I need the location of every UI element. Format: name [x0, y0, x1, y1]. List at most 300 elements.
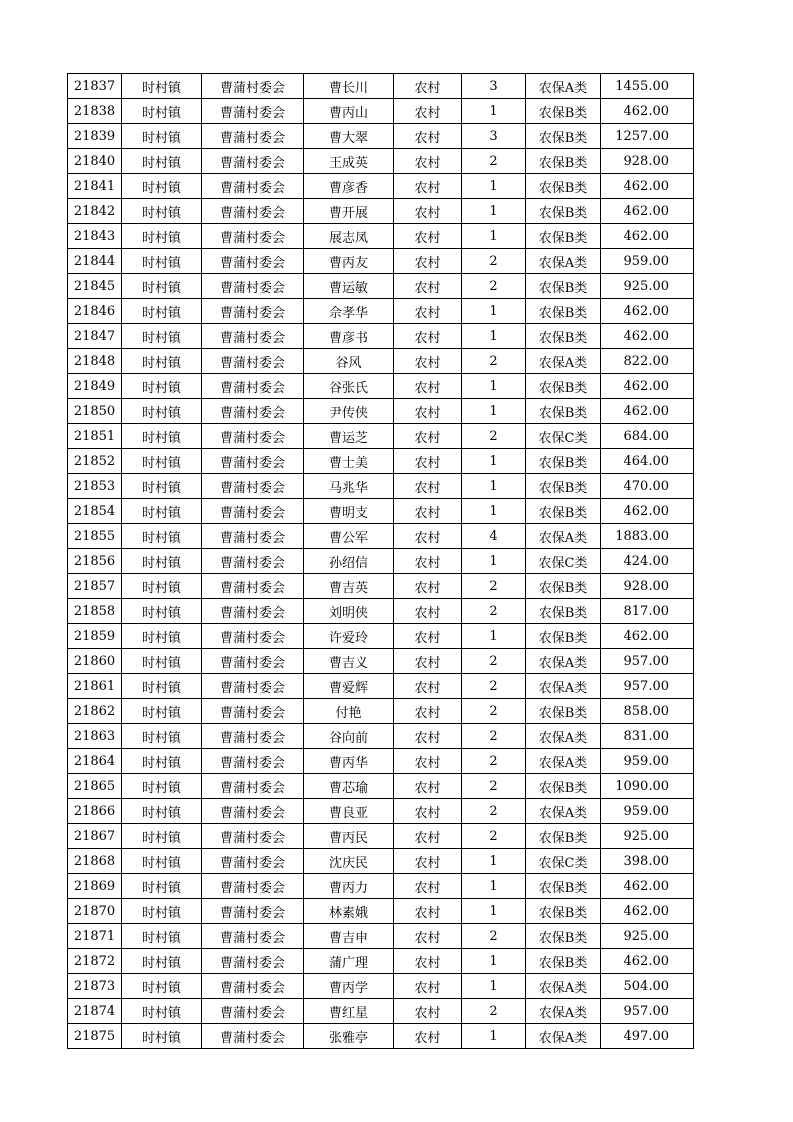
table-row — [68, 624, 694, 649]
serial-cell: 21874 — [68, 999, 122, 1024]
table-row — [68, 924, 694, 949]
area-type-cell: 农村 — [394, 799, 462, 824]
category-cell: 农保B类 — [526, 174, 601, 199]
household-size-cell: 1 — [462, 849, 526, 874]
serial-cell: 21837 — [68, 74, 122, 99]
table-row — [68, 124, 694, 149]
area-type-cell: 农村 — [394, 899, 462, 924]
name-cell: 谷风 — [304, 349, 394, 374]
town-cell: 时村镇 — [122, 849, 202, 874]
category-cell: 农保B类 — [526, 924, 601, 949]
name-cell: 曹丙友 — [304, 249, 394, 274]
table-row — [68, 999, 694, 1024]
town-cell: 时村镇 — [122, 299, 202, 324]
town-cell: 时村镇 — [122, 499, 202, 524]
town-cell: 时村镇 — [122, 774, 202, 799]
town-cell: 时村镇 — [122, 399, 202, 424]
table-row — [68, 874, 694, 899]
name-cell: 许爱玲 — [304, 624, 394, 649]
table-row — [68, 449, 694, 474]
town-cell: 时村镇 — [122, 74, 202, 99]
category-cell: 农保B类 — [526, 374, 601, 399]
serial-cell: 21862 — [68, 699, 122, 724]
village-committee-cell: 曹蒲村委会 — [202, 549, 304, 574]
amount-cell: 462.00 — [601, 299, 694, 324]
category-cell: 农保C类 — [526, 549, 601, 574]
name-cell: 刘明侠 — [304, 599, 394, 624]
category-cell: 农保B类 — [526, 699, 601, 724]
name-cell: 曹明支 — [304, 499, 394, 524]
area-type-cell: 农村 — [394, 949, 462, 974]
area-type-cell: 农村 — [394, 924, 462, 949]
serial-cell: 21859 — [68, 624, 122, 649]
category-cell: 农保A类 — [526, 999, 601, 1024]
household-size-cell: 2 — [462, 424, 526, 449]
serial-cell: 21841 — [68, 174, 122, 199]
village-committee-cell: 曹蒲村委会 — [202, 449, 304, 474]
name-cell: 曹丙力 — [304, 874, 394, 899]
name-cell: 曹运芝 — [304, 424, 394, 449]
town-cell: 时村镇 — [122, 1024, 202, 1049]
category-cell: 农保A类 — [526, 974, 601, 999]
table-row — [68, 849, 694, 874]
household-size-cell: 2 — [462, 724, 526, 749]
village-committee-cell: 曹蒲村委会 — [202, 374, 304, 399]
table-row — [68, 599, 694, 624]
amount-cell: 462.00 — [601, 874, 694, 899]
serial-cell: 21870 — [68, 899, 122, 924]
table-row — [68, 824, 694, 849]
area-type-cell: 农村 — [394, 749, 462, 774]
name-cell: 马兆华 — [304, 474, 394, 499]
village-committee-cell: 曹蒲村委会 — [202, 524, 304, 549]
category-cell: 农保A类 — [526, 749, 601, 774]
table-row — [68, 899, 694, 924]
name-cell: 谷向前 — [304, 724, 394, 749]
village-committee-cell: 曹蒲村委会 — [202, 824, 304, 849]
category-cell: 农保B类 — [526, 774, 601, 799]
table-row — [68, 74, 694, 99]
serial-cell: 21869 — [68, 874, 122, 899]
village-committee-cell: 曹蒲村委会 — [202, 799, 304, 824]
area-type-cell: 农村 — [394, 199, 462, 224]
town-cell: 时村镇 — [122, 324, 202, 349]
serial-cell: 21860 — [68, 649, 122, 674]
town-cell: 时村镇 — [122, 949, 202, 974]
village-committee-cell: 曹蒲村委会 — [202, 949, 304, 974]
serial-cell: 21875 — [68, 1024, 122, 1049]
household-size-cell: 2 — [462, 774, 526, 799]
household-size-cell: 2 — [462, 349, 526, 374]
name-cell: 蒲广理 — [304, 949, 394, 974]
serial-cell: 21840 — [68, 149, 122, 174]
area-type-cell: 农村 — [394, 399, 462, 424]
area-type-cell: 农村 — [394, 324, 462, 349]
relief-roster-table — [67, 73, 694, 1049]
village-committee-cell: 曹蒲村委会 — [202, 174, 304, 199]
town-cell: 时村镇 — [122, 724, 202, 749]
name-cell: 佘孝华 — [304, 299, 394, 324]
town-cell: 时村镇 — [122, 124, 202, 149]
amount-cell: 504.00 — [601, 974, 694, 999]
category-cell: 农保B类 — [526, 499, 601, 524]
town-cell: 时村镇 — [122, 924, 202, 949]
town-cell: 时村镇 — [122, 899, 202, 924]
household-size-cell: 3 — [462, 74, 526, 99]
table-row — [68, 274, 694, 299]
area-type-cell: 农村 — [394, 574, 462, 599]
area-type-cell: 农村 — [394, 99, 462, 124]
table-row — [68, 774, 694, 799]
table-row — [68, 199, 694, 224]
household-size-cell: 2 — [462, 149, 526, 174]
village-committee-cell: 曹蒲村委会 — [202, 224, 304, 249]
amount-cell: 1257.00 — [601, 124, 694, 149]
category-cell: 农保B类 — [526, 124, 601, 149]
name-cell: 曹红星 — [304, 999, 394, 1024]
serial-cell: 21849 — [68, 374, 122, 399]
amount-cell: 462.00 — [601, 949, 694, 974]
category-cell: 农保A类 — [526, 674, 601, 699]
area-type-cell: 农村 — [394, 499, 462, 524]
area-type-cell: 农村 — [394, 549, 462, 574]
area-type-cell: 农村 — [394, 424, 462, 449]
household-size-cell: 1 — [462, 324, 526, 349]
village-committee-cell: 曹蒲村委会 — [202, 324, 304, 349]
town-cell: 时村镇 — [122, 649, 202, 674]
amount-cell: 957.00 — [601, 649, 694, 674]
amount-cell: 424.00 — [601, 549, 694, 574]
category-cell: 农保B类 — [526, 599, 601, 624]
village-committee-cell: 曹蒲村委会 — [202, 974, 304, 999]
table-row — [68, 474, 694, 499]
category-cell: 农保B类 — [526, 274, 601, 299]
table-row — [68, 174, 694, 199]
name-cell: 王成英 — [304, 149, 394, 174]
household-size-cell: 2 — [462, 274, 526, 299]
name-cell: 曹丙民 — [304, 824, 394, 849]
area-type-cell: 农村 — [394, 474, 462, 499]
category-cell: 农保A类 — [526, 799, 601, 824]
amount-cell: 462.00 — [601, 899, 694, 924]
household-size-cell: 2 — [462, 799, 526, 824]
serial-cell: 21858 — [68, 599, 122, 624]
town-cell: 时村镇 — [122, 149, 202, 174]
village-committee-cell: 曹蒲村委会 — [202, 74, 304, 99]
household-size-cell: 1 — [462, 99, 526, 124]
amount-cell: 462.00 — [601, 624, 694, 649]
village-committee-cell: 曹蒲村委会 — [202, 699, 304, 724]
table-row — [68, 949, 694, 974]
amount-cell: 957.00 — [601, 999, 694, 1024]
area-type-cell: 农村 — [394, 349, 462, 374]
area-type-cell: 农村 — [394, 599, 462, 624]
category-cell: 农保A类 — [526, 724, 601, 749]
town-cell: 时村镇 — [122, 549, 202, 574]
table-row — [68, 374, 694, 399]
serial-cell: 21848 — [68, 349, 122, 374]
table-row — [68, 649, 694, 674]
household-size-cell: 2 — [462, 924, 526, 949]
household-size-cell: 3 — [462, 124, 526, 149]
category-cell: 农保B类 — [526, 299, 601, 324]
area-type-cell: 农村 — [394, 374, 462, 399]
table-body — [68, 74, 694, 1049]
table-row — [68, 224, 694, 249]
area-type-cell: 农村 — [394, 999, 462, 1024]
village-committee-cell: 曹蒲村委会 — [202, 399, 304, 424]
village-committee-cell: 曹蒲村委会 — [202, 674, 304, 699]
name-cell: 曹良亚 — [304, 799, 394, 824]
serial-cell: 21850 — [68, 399, 122, 424]
name-cell: 曹丙华 — [304, 749, 394, 774]
serial-cell: 21854 — [68, 499, 122, 524]
serial-cell: 21865 — [68, 774, 122, 799]
serial-cell: 21842 — [68, 199, 122, 224]
serial-cell: 21853 — [68, 474, 122, 499]
village-committee-cell: 曹蒲村委会 — [202, 124, 304, 149]
name-cell: 曹吉申 — [304, 924, 394, 949]
village-committee-cell: 曹蒲村委会 — [202, 99, 304, 124]
serial-cell: 21872 — [68, 949, 122, 974]
village-committee-cell: 曹蒲村委会 — [202, 249, 304, 274]
name-cell: 展志凤 — [304, 224, 394, 249]
category-cell: 农保A类 — [526, 1024, 601, 1049]
village-committee-cell: 曹蒲村委会 — [202, 574, 304, 599]
serial-cell: 21857 — [68, 574, 122, 599]
area-type-cell: 农村 — [394, 449, 462, 474]
name-cell: 谷张氏 — [304, 374, 394, 399]
area-type-cell: 农村 — [394, 724, 462, 749]
name-cell: 曹吉英 — [304, 574, 394, 599]
village-committee-cell: 曹蒲村委会 — [202, 274, 304, 299]
village-committee-cell: 曹蒲村委会 — [202, 849, 304, 874]
table-row — [68, 349, 694, 374]
name-cell: 曹丙学 — [304, 974, 394, 999]
serial-cell: 21856 — [68, 549, 122, 574]
town-cell: 时村镇 — [122, 999, 202, 1024]
village-committee-cell: 曹蒲村委会 — [202, 749, 304, 774]
household-size-cell: 2 — [462, 674, 526, 699]
household-size-cell: 1 — [462, 474, 526, 499]
town-cell: 时村镇 — [122, 624, 202, 649]
serial-cell: 21873 — [68, 974, 122, 999]
amount-cell: 462.00 — [601, 399, 694, 424]
area-type-cell: 农村 — [394, 774, 462, 799]
serial-cell: 21852 — [68, 449, 122, 474]
village-committee-cell: 曹蒲村委会 — [202, 499, 304, 524]
amount-cell: 462.00 — [601, 499, 694, 524]
category-cell: 农保B类 — [526, 474, 601, 499]
household-size-cell: 4 — [462, 524, 526, 549]
category-cell: 农保B类 — [526, 624, 601, 649]
town-cell: 时村镇 — [122, 524, 202, 549]
category-cell: 农保C类 — [526, 849, 601, 874]
household-size-cell: 1 — [462, 949, 526, 974]
village-committee-cell: 曹蒲村委会 — [202, 299, 304, 324]
village-committee-cell: 曹蒲村委会 — [202, 774, 304, 799]
village-committee-cell: 曹蒲村委会 — [202, 899, 304, 924]
area-type-cell: 农村 — [394, 974, 462, 999]
name-cell: 曹长川 — [304, 74, 394, 99]
amount-cell: 497.00 — [601, 1024, 694, 1049]
amount-cell: 928.00 — [601, 149, 694, 174]
area-type-cell: 农村 — [394, 624, 462, 649]
amount-cell: 858.00 — [601, 699, 694, 724]
table-row — [68, 574, 694, 599]
table-row — [68, 299, 694, 324]
town-cell: 时村镇 — [122, 424, 202, 449]
household-size-cell: 1 — [462, 199, 526, 224]
category-cell: 农保A类 — [526, 249, 601, 274]
household-size-cell: 1 — [462, 399, 526, 424]
table-row — [68, 799, 694, 824]
category-cell: 农保A类 — [526, 349, 601, 374]
household-size-cell: 1 — [462, 1024, 526, 1049]
category-cell: 农保B类 — [526, 824, 601, 849]
name-cell: 沈庆民 — [304, 849, 394, 874]
serial-cell: 21851 — [68, 424, 122, 449]
household-size-cell: 1 — [462, 899, 526, 924]
town-cell: 时村镇 — [122, 174, 202, 199]
area-type-cell: 农村 — [394, 849, 462, 874]
amount-cell: 959.00 — [601, 749, 694, 774]
amount-cell: 1090.00 — [601, 774, 694, 799]
category-cell: 农保B类 — [526, 449, 601, 474]
village-committee-cell: 曹蒲村委会 — [202, 724, 304, 749]
category-cell: 农保B类 — [526, 899, 601, 924]
amount-cell: 928.00 — [601, 574, 694, 599]
table-row — [68, 1024, 694, 1049]
category-cell: 农保A类 — [526, 524, 601, 549]
village-committee-cell: 曹蒲村委会 — [202, 199, 304, 224]
area-type-cell: 农村 — [394, 674, 462, 699]
town-cell: 时村镇 — [122, 749, 202, 774]
name-cell: 曹大翠 — [304, 124, 394, 149]
amount-cell: 470.00 — [601, 474, 694, 499]
category-cell: 农保B类 — [526, 949, 601, 974]
village-committee-cell: 曹蒲村委会 — [202, 1024, 304, 1049]
village-committee-cell: 曹蒲村委会 — [202, 474, 304, 499]
serial-cell: 21868 — [68, 849, 122, 874]
village-committee-cell: 曹蒲村委会 — [202, 599, 304, 624]
name-cell: 孙绍信 — [304, 549, 394, 574]
table-row — [68, 324, 694, 349]
amount-cell: 684.00 — [601, 424, 694, 449]
name-cell: 曹公军 — [304, 524, 394, 549]
household-size-cell: 1 — [462, 449, 526, 474]
serial-cell: 21871 — [68, 924, 122, 949]
area-type-cell: 农村 — [394, 874, 462, 899]
table-row — [68, 424, 694, 449]
area-type-cell: 农村 — [394, 74, 462, 99]
category-cell: 农保B类 — [526, 99, 601, 124]
village-committee-cell: 曹蒲村委会 — [202, 924, 304, 949]
serial-cell: 21838 — [68, 99, 122, 124]
category-cell: 农保B类 — [526, 224, 601, 249]
town-cell: 时村镇 — [122, 574, 202, 599]
serial-cell: 21861 — [68, 674, 122, 699]
name-cell: 曹彦香 — [304, 174, 394, 199]
area-type-cell: 农村 — [394, 824, 462, 849]
household-size-cell: 2 — [462, 249, 526, 274]
town-cell: 时村镇 — [122, 699, 202, 724]
town-cell: 时村镇 — [122, 99, 202, 124]
serial-cell: 21847 — [68, 324, 122, 349]
serial-cell: 21843 — [68, 224, 122, 249]
household-size-cell: 1 — [462, 874, 526, 899]
serial-cell: 21866 — [68, 799, 122, 824]
area-type-cell: 农村 — [394, 524, 462, 549]
household-size-cell: 1 — [462, 224, 526, 249]
village-committee-cell: 曹蒲村委会 — [202, 999, 304, 1024]
household-size-cell: 2 — [462, 749, 526, 774]
amount-cell: 925.00 — [601, 274, 694, 299]
category-cell: 农保C类 — [526, 424, 601, 449]
village-committee-cell: 曹蒲村委会 — [202, 874, 304, 899]
serial-cell: 21867 — [68, 824, 122, 849]
household-size-cell: 1 — [462, 549, 526, 574]
town-cell: 时村镇 — [122, 449, 202, 474]
household-size-cell: 2 — [462, 824, 526, 849]
area-type-cell: 农村 — [394, 249, 462, 274]
category-cell: 农保B类 — [526, 199, 601, 224]
area-type-cell: 农村 — [394, 124, 462, 149]
name-cell: 曹吉义 — [304, 649, 394, 674]
amount-cell: 462.00 — [601, 174, 694, 199]
amount-cell: 831.00 — [601, 724, 694, 749]
amount-cell: 462.00 — [601, 224, 694, 249]
household-size-cell: 2 — [462, 599, 526, 624]
table-row — [68, 699, 694, 724]
category-cell: 农保B类 — [526, 149, 601, 174]
table-row — [68, 974, 694, 999]
town-cell: 时村镇 — [122, 199, 202, 224]
table-row — [68, 499, 694, 524]
amount-cell: 462.00 — [601, 99, 694, 124]
table-row — [68, 399, 694, 424]
name-cell: 曹芯瑜 — [304, 774, 394, 799]
town-cell: 时村镇 — [122, 874, 202, 899]
town-cell: 时村镇 — [122, 349, 202, 374]
amount-cell: 817.00 — [601, 599, 694, 624]
household-size-cell: 1 — [462, 299, 526, 324]
amount-cell: 1455.00 — [601, 74, 694, 99]
household-size-cell: 2 — [462, 999, 526, 1024]
name-cell: 曹彦书 — [304, 324, 394, 349]
household-size-cell: 1 — [462, 374, 526, 399]
area-type-cell: 农村 — [394, 299, 462, 324]
area-type-cell: 农村 — [394, 649, 462, 674]
serial-cell: 21845 — [68, 274, 122, 299]
table-row — [68, 149, 694, 174]
village-committee-cell: 曹蒲村委会 — [202, 149, 304, 174]
table-row — [68, 674, 694, 699]
name-cell: 曹爱辉 — [304, 674, 394, 699]
amount-cell: 925.00 — [601, 824, 694, 849]
name-cell: 林素娥 — [304, 899, 394, 924]
household-size-cell: 1 — [462, 174, 526, 199]
serial-cell: 21844 — [68, 249, 122, 274]
name-cell: 张雅亭 — [304, 1024, 394, 1049]
town-cell: 时村镇 — [122, 374, 202, 399]
area-type-cell: 农村 — [394, 274, 462, 299]
amount-cell: 959.00 — [601, 249, 694, 274]
area-type-cell: 农村 — [394, 699, 462, 724]
town-cell: 时村镇 — [122, 274, 202, 299]
category-cell: 农保A类 — [526, 74, 601, 99]
name-cell: 曹开展 — [304, 199, 394, 224]
